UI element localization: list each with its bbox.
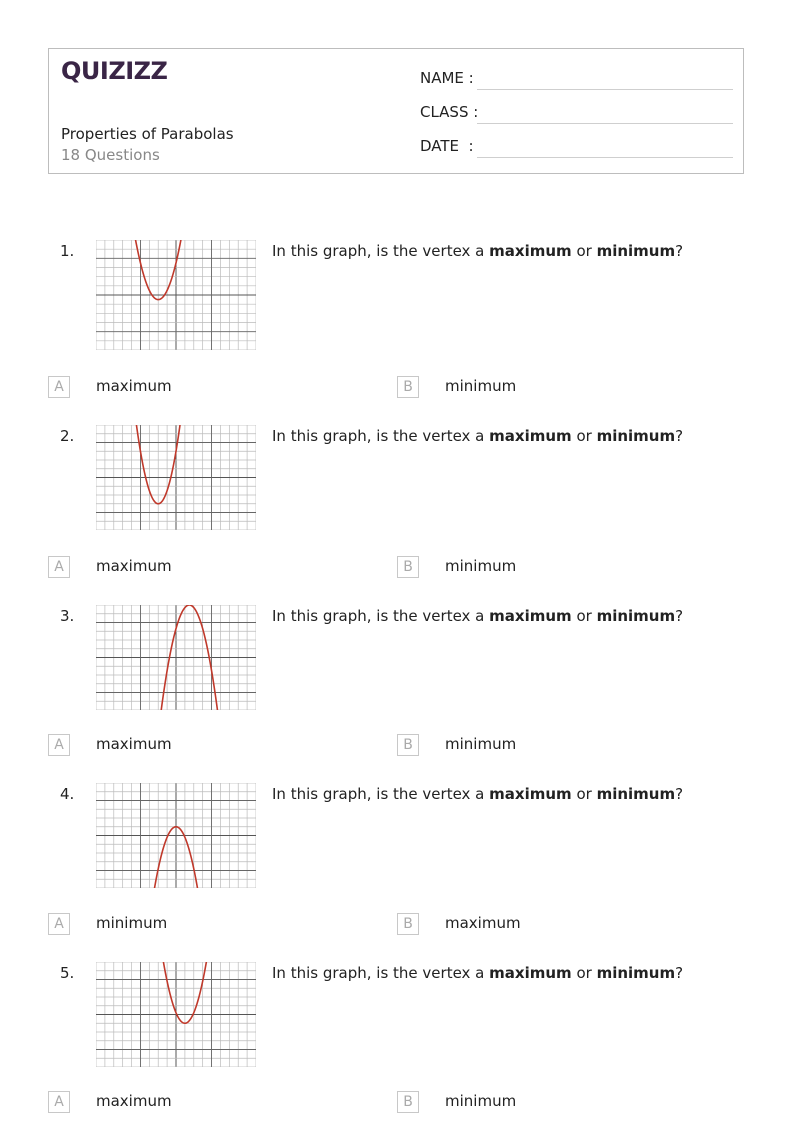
question-text: In this graph, is the vertex a maximum or minimum? [272, 427, 684, 445]
question-number: 2. [60, 427, 75, 445]
option-a-box[interactable]: A [48, 376, 70, 398]
date-line[interactable] [477, 157, 733, 158]
parabola-graph [96, 962, 256, 1067]
option-b-box[interactable]: B [397, 734, 419, 756]
option-a-label[interactable]: maximum [96, 557, 172, 575]
worksheet-header [48, 48, 744, 174]
option-a-box[interactable]: A [48, 913, 70, 935]
date-label: DATE : [420, 137, 474, 155]
option-b-box[interactable]: B [397, 376, 419, 398]
option-b-box[interactable]: B [397, 1091, 419, 1113]
parabola-graph [96, 783, 256, 888]
question-text: In this graph, is the vertex a maximum or minimum? [272, 964, 684, 982]
option-b-label[interactable]: minimum [445, 1092, 517, 1110]
keyword-minimum: minimum [596, 964, 676, 982]
option-b-label[interactable]: maximum [445, 914, 521, 932]
question-number: 1. [60, 242, 75, 260]
option-a-label[interactable]: maximum [96, 735, 172, 753]
option-b-label[interactable]: minimum [445, 735, 517, 753]
name-label: NAME : [420, 69, 474, 87]
parabola-graph [96, 425, 256, 530]
question-text: In this graph, is the vertex a maximum or minimum? [272, 785, 684, 803]
worksheet-title: Properties of Parabolas [61, 125, 234, 143]
question-number: 4. [60, 785, 75, 803]
question-number: 5. [60, 964, 75, 982]
question-count: 18 Questions [61, 146, 160, 164]
option-a-box[interactable]: A [48, 556, 70, 578]
option-a-label[interactable]: maximum [96, 1092, 172, 1110]
option-b-box[interactable]: B [397, 913, 419, 935]
question-text: In this graph, is the vertex a maximum or minimum? [272, 607, 684, 625]
option-a-box[interactable]: A [48, 734, 70, 756]
question-number: 3. [60, 607, 75, 625]
keyword-maximum: maximum [489, 607, 572, 625]
option-a-box[interactable]: A [48, 1091, 70, 1113]
name-line[interactable] [477, 89, 733, 90]
keyword-maximum: maximum [489, 785, 572, 803]
class-label: CLASS : [420, 103, 479, 121]
parabola-graph [96, 240, 256, 350]
option-b-label[interactable]: minimum [445, 557, 517, 575]
keyword-minimum: minimum [596, 242, 676, 260]
class-line[interactable] [477, 123, 733, 124]
keyword-maximum: maximum [489, 964, 572, 982]
option-a-label[interactable]: maximum [96, 377, 172, 395]
quizizz-logo: QUIZIZZ [61, 57, 168, 85]
keyword-maximum: maximum [489, 242, 572, 260]
keyword-minimum: minimum [596, 607, 676, 625]
option-b-box[interactable]: B [397, 556, 419, 578]
parabola-graph [96, 605, 256, 710]
keyword-minimum: minimum [596, 785, 676, 803]
question-text: In this graph, is the vertex a maximum or minimum? [272, 242, 684, 260]
keyword-maximum: maximum [489, 427, 572, 445]
option-b-label[interactable]: minimum [445, 377, 517, 395]
keyword-minimum: minimum [596, 427, 676, 445]
option-a-label[interactable]: minimum [96, 914, 168, 932]
